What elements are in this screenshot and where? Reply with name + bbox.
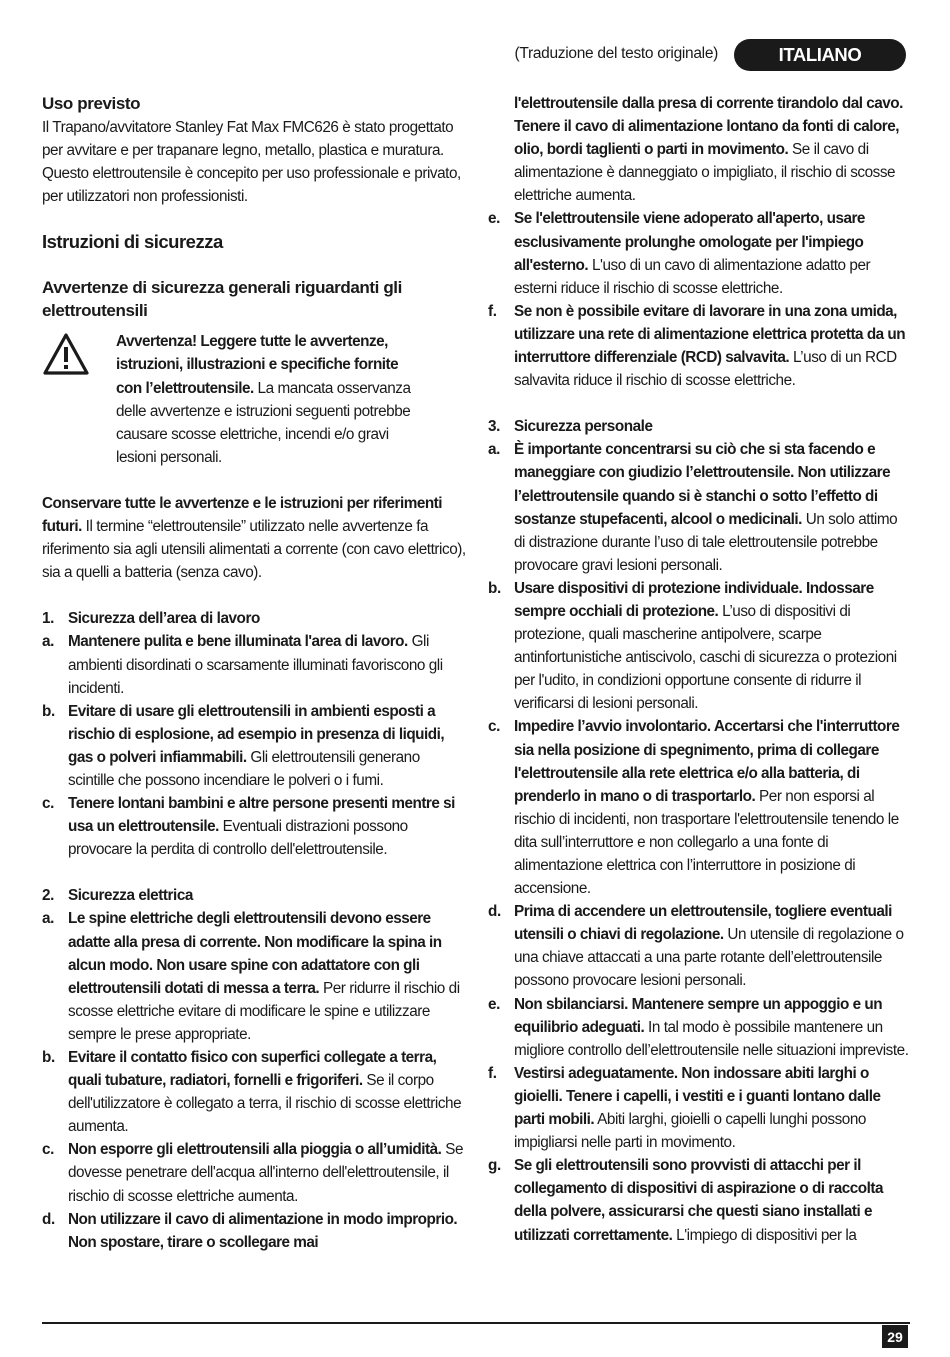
list-item	[42, 1208, 466, 1254]
continued-item	[488, 92, 910, 207]
item-text: Le spine elettriche degli elettroutensili devono essere adatte alla presa di corrente. Non modificare la spina in alcun modo. Non usare spine con adattatore con gli elettroutensili dotati di messa a terra. Per ridurre il rischio di scosse elettriche evitare di modificare le spine e utilizzare sempre le prese appropriate.	[68, 910, 460, 1043]
section-1-title: Sicurezza dell’area di lavoro	[68, 610, 260, 628]
item-label: c.	[42, 795, 54, 813]
section-3-title: Sicurezza personale	[514, 418, 653, 436]
intended-use-title: Uso previsto	[42, 94, 141, 113]
item-text: Prima di accendere un elettroutensile, togliere eventuali utensili o chiavi di regolazione. Un utensile di regolazione o una chiave attaccati a una parte rotante dell’elettroutensile possono provocare lesioni personali.	[514, 903, 904, 990]
list-item	[488, 1154, 910, 1246]
page-number: 29	[882, 1325, 908, 1348]
list-item	[42, 792, 466, 861]
list-item	[42, 1046, 466, 1138]
item-label: e.	[488, 995, 500, 1013]
general-warnings-title: Avvertenze di sicurezza generali riguardanti gli elettroutensili	[42, 278, 402, 321]
safety-instructions-title: Istruzioni di sicurezza	[42, 231, 223, 253]
translation-note: (Traduzione del testo originale)	[514, 45, 718, 62]
list-item	[488, 438, 910, 577]
item-label: b.	[42, 1049, 55, 1066]
keep-instructions: Conservare tutte le avvertenze e le istruzioni per riferimenti futuri. Il termine “elettroutensile” utilizzato nelle avvertenze fa riferimento sia agli utensili alimentati a corrente (con cavo elettrico), sia a quelli a batteria (senza cavo).	[42, 494, 466, 582]
item-label: a.	[488, 441, 500, 459]
item-text: Se l'elettroutensile viene adoperato all'aperto, usare esclusivamente prolunghe omologate per l'impiego all'esterno. L'uso di un cavo di alimentazione adatto per esterni riduce il rischio di scosse elettriche.	[514, 210, 871, 297]
item-text: Evitare di usare gli elettroutensili in ambienti esposti a rischio di esplosione, ad esempio in presenza di liquidi, gas o polveri infiammabili. Gli elettroutensili generano scintille che possono incendiare le polveri o i fumi.	[68, 702, 445, 789]
warning-box	[42, 330, 466, 469]
item-text: Non sbilanciarsi. Mantenere sempre un appoggio e un equilibrio adeguati. In tal modo è possibile mantenere un migliore controllo dell’elettroutensile nelle situazioni impreviste.	[514, 995, 909, 1059]
list-item	[488, 900, 910, 992]
item-text: Impedire l’avvio involontario. Accertarsi che l'interruttore sia nella posizione di spegnimento, prima di collegare l'elettroutensile alla rete elettrica e/o alla batteria, di prenderlo in mano o di trasportarlo. Per non esporsi al rischio di incidenti, non trasportare l'elettroutensile tenendo le dita sull’interruttore e non collegarlo a una fonte di alimentazione elettrica con l’interruttore in posizione di accensione.	[514, 718, 900, 898]
item-text: Non esporre gli elettroutensili alla pioggia o all’umidità. Se dovesse penetrare dell'acqua all'interno dell'elettroutensile, il rischio di scosse elettriche aumenta.	[68, 1141, 464, 1205]
item-label: a.	[42, 633, 54, 651]
section-2-heading	[42, 884, 466, 907]
item-label: b.	[42, 702, 55, 720]
item-text: Non utilizzare il cavo di alimentazione in modo improprio. Non spostare, tirare o scollegare mai	[68, 1210, 458, 1251]
list-item	[42, 907, 466, 1046]
footer-rule	[42, 1322, 910, 1324]
language-badge: ITALIANO	[734, 39, 906, 71]
section-3-number: 3.	[488, 418, 500, 436]
item-text: Se non è possibile evitare di lavorare in una zona umida, utilizzare una rete di alimentazione elettrica protetta da un interruttore differenziale (RCD) salvavita. L’uso di un RCD salvavita riduce il rischio di scosse elettriche.	[514, 302, 906, 390]
intended-use-text: Il Trapano/avvitatore Stanley Fat Max FMC626 è stato progettato per avvitare e per trapanare legno, metallo, plastica e muratura. Questo elettroutensile è concepito per uso professionale e privato, per utilizzatori non professionisti.	[42, 119, 461, 206]
item-text: Se gli elettroutensili sono provvisti di attacchi per il collegamento di dispositivi di aspirazione o di raccolta della polvere, assicurarsi che questi siano installati e utilizzati correttamente. L'impiego di dispositivi per la	[514, 1157, 883, 1244]
section-2-number: 2.	[42, 887, 54, 905]
list-item	[488, 577, 910, 716]
item-label: e.	[488, 210, 500, 228]
item-text: Mantenere pulita e bene illuminata l'area di lavoro. Gli ambienti disordinati o scarsamente illuminati favoriscono gli incidenti.	[68, 633, 443, 697]
list-item	[488, 1062, 910, 1154]
item-label: d.	[42, 1210, 55, 1228]
item-label: a.	[42, 910, 54, 928]
section-1-heading	[42, 607, 466, 630]
warning-triangle-icon	[42, 330, 116, 469]
item-label: g.	[488, 1157, 501, 1175]
list-item	[488, 207, 910, 299]
item-label: c.	[42, 1141, 54, 1159]
list-item	[42, 700, 466, 792]
item-label: d.	[488, 903, 501, 921]
item-text: l'elettroutensile dalla presa di corrente tirandolo dal cavo. Tenere il cavo di alimentazione lontano da fonti di calore, olio, bordi taglienti o parti in movimento. Se il cavo di alimentazione è danneggiato o impigliato, il rischio di scosse elettriche aumenta.	[514, 95, 903, 205]
item-label: c.	[488, 718, 500, 736]
section-2-title: Sicurezza elettrica	[68, 887, 193, 905]
list-item	[488, 300, 910, 392]
list-item	[488, 715, 910, 900]
item-label: b.	[488, 579, 501, 597]
item-text: È importante concentrarsi su ciò che si sta facendo e maneggiare con giudizio l’elettroutensile. Non utilizzare l’elettroutensile quando si è stanchi o sotto l’effetto di sostanze stupefacenti, alcool o medicinali. Un solo attimo di distrazione durante l’uso di tale elettroutensile potrebbe provocare gravi lesioni personali.	[514, 441, 898, 574]
item-label: f.	[488, 302, 497, 320]
list-item	[42, 1138, 466, 1207]
right-column	[488, 92, 910, 1247]
list-item	[488, 993, 910, 1062]
item-text: Evitare il contatto fisico con superfici collegate a terra, quali tubature, radiatori, fornelli e frigoriferi. Se il corpo dell'utilizzatore è collegato a terra, il rischio di scosse elettriche aumenta.	[68, 1049, 462, 1136]
item-text: Tenere lontani bambini e altre persone presenti mentre si usa un elettroutensile. Eventuali distrazioni possono provocare la perdita di controllo dell'elettroutensile.	[68, 795, 455, 859]
item-text: Vestirsi adeguatamente. Non indossare abiti larghi o gioielli. Tenere i capelli, i vestiti e i guanti lontano dalle parti mobili. Abiti larghi, gioielli o capelli lunghi possono impigliarsi nelle parti in movimento.	[514, 1064, 881, 1152]
list-item	[42, 630, 466, 699]
warning-text: Avvertenza! Leggere tutte le avvertenze, istruzioni, illustrazioni e specifiche fornite con l’elettroutensile. La mancata osservanza delle avvertenze e istruzioni seguenti potrebbe causare scosse elettriche, incendi e/o gravi lesioni personali.	[116, 333, 411, 466]
left-column	[42, 92, 466, 1254]
item-text: Usare dispositivi di protezione individuale. Indossare sempre occhiali di protezione. L’uso di dispositivi di protezione, quali mascherine antipolvere, scarpe antinfortunistiche antiscivolo, caschi di sicurezza o protezioni per l'udito, in condizioni opportune consente di ridurre il verificarsi di lesioni personali.	[514, 579, 897, 713]
section-1-number: 1.	[42, 610, 54, 628]
item-label-spacer	[488, 92, 514, 207]
item-label: f.	[488, 1064, 497, 1082]
section-3-heading	[488, 415, 910, 438]
